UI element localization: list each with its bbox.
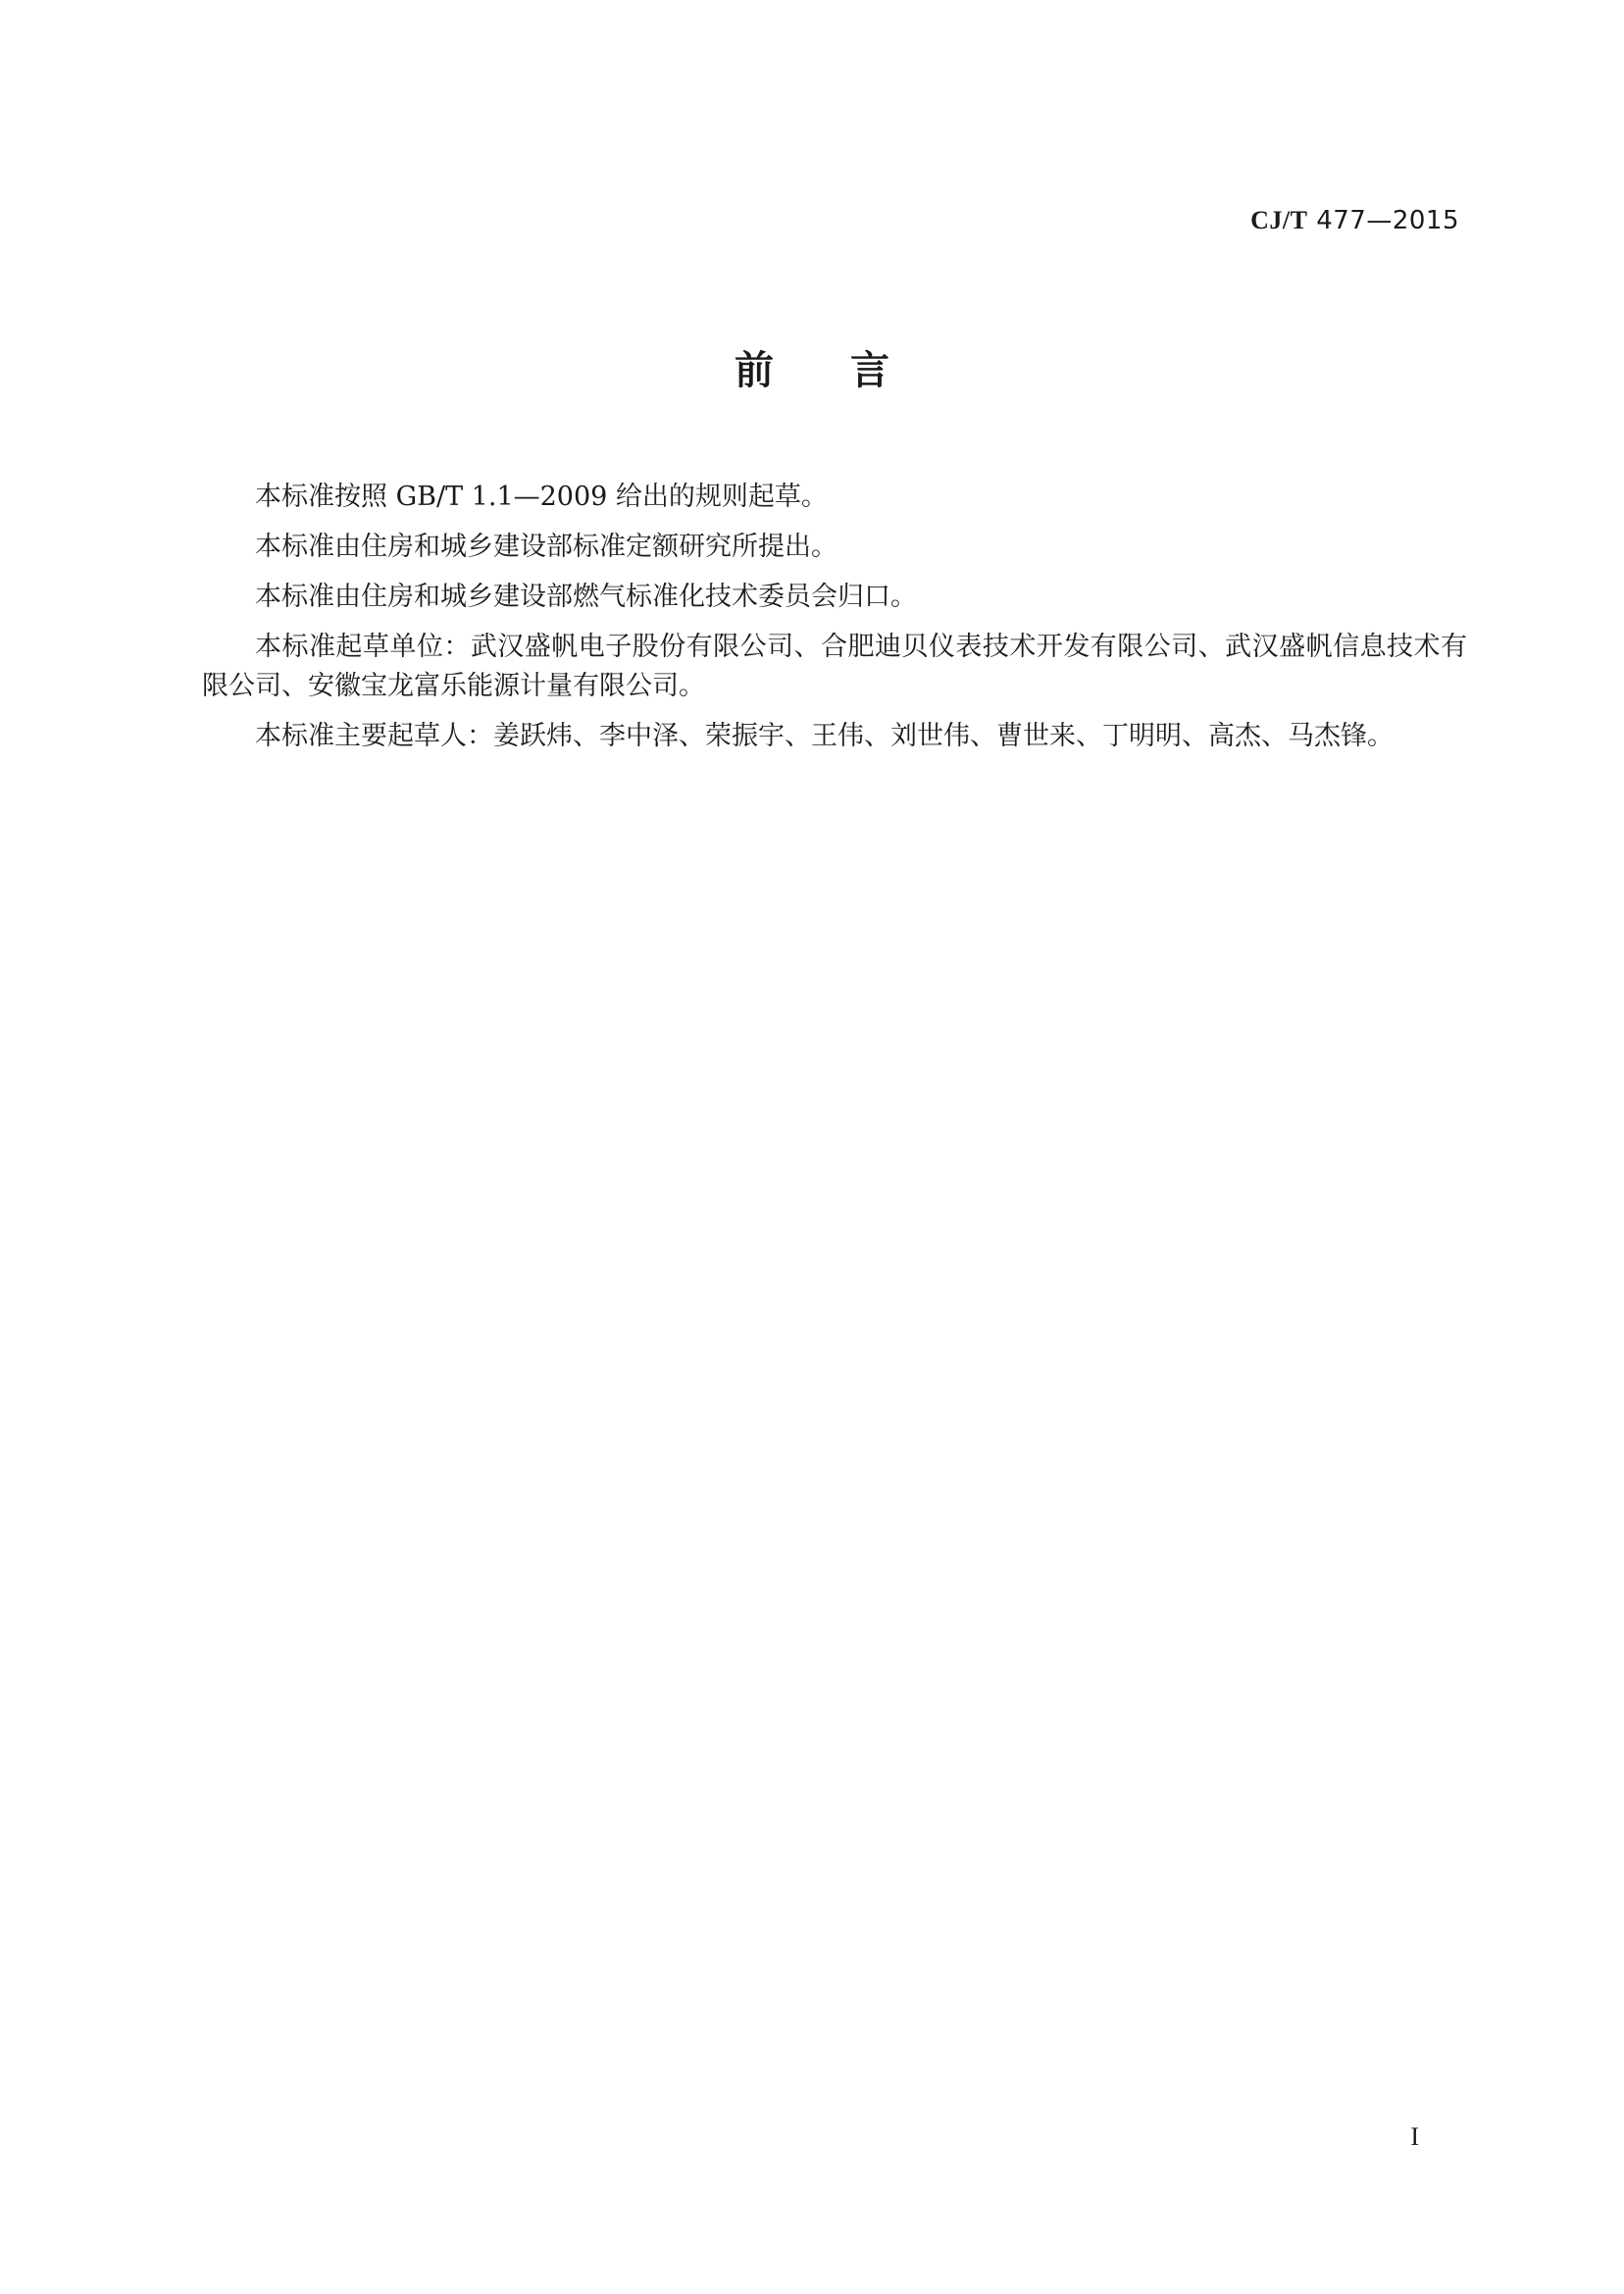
paragraph-proposer: 本标准由住房和城乡建设部标准定额研究所提出。: [255, 532, 837, 562]
standard-code-number: 477—2015: [1316, 206, 1459, 235]
paragraph-drafting-rules: 本标准按照 GB/T 1.1—2009 给出的规则起草。: [255, 482, 828, 512]
foreword-body: [202, 478, 1467, 767]
paragraph-drafters: 本标准主要起草人：姜跃炜、李中泽、荣振宇、王伟、刘世伟、曹世来、丁明明、高杰、马杰锋。: [255, 721, 1394, 751]
page-title: 前言: [735, 348, 966, 393]
standard-code-prefix: CJ/T: [1250, 206, 1308, 234]
paragraph-drafting-units: 本标准起草单位：武汉盛帆电子股份有限公司、合肥迪贝仪表技术开发有限公司、武汉盛帆信息技术有限公司、安徽宝龙富乐能源计量有限公司。: [202, 632, 1467, 701]
page-number: I: [1410, 2122, 1419, 2151]
paragraph-centralized-management: 本标准由住房和城乡建设部燃气标准化技术委员会归口。: [255, 582, 917, 612]
standard-code: [1250, 204, 1459, 237]
